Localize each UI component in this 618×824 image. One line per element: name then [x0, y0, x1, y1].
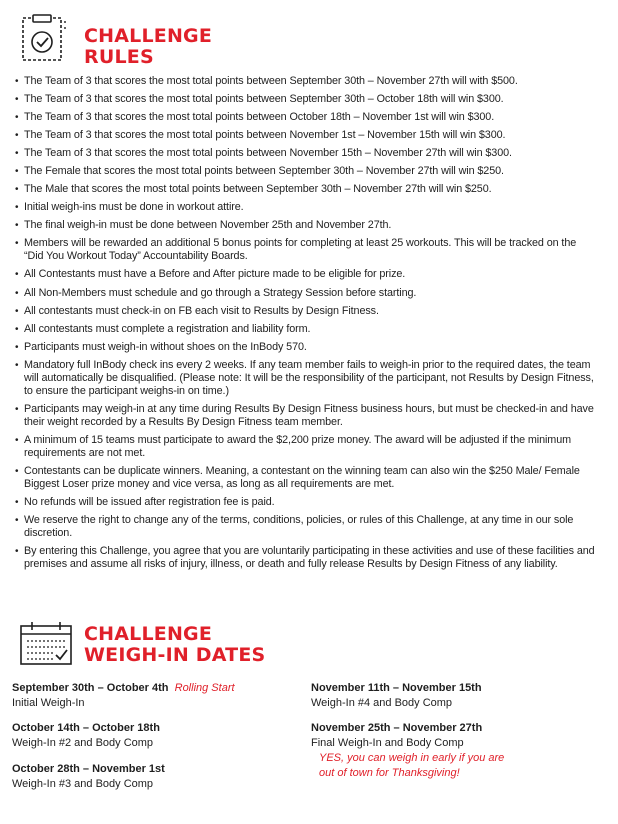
- rule-item: • The Team of 3 that scores the most total points between September 30th – October 18th will win $300.: [12, 93, 596, 106]
- date-range: November 25th – November 27th: [311, 722, 483, 734]
- rules-heading: [84, 26, 212, 68]
- date-range: [12, 681, 235, 696]
- rule-item: • A minimum of 15 teams must participate to award the $2,200 prize money. The award will be adjusted if the minimum requirements are not met.: [12, 434, 596, 460]
- dates-heading-line1: CHALLENGE: [84, 623, 213, 645]
- date-note: [311, 751, 504, 781]
- rule-item: • Participants may weigh-in at any time during Results By Design Fitness business hours, but must be checked-in and have their weight recorded by a Results By Design Fitness team member.: [12, 403, 596, 429]
- date-label: Initial Weigh-In: [12, 697, 85, 709]
- rule-item: • By entering this Challenge, you agree that you are voluntarily participating in these activities and use of these facilities and premises and assume all risks of injury, illness, or death and fully release Results by Design Fitness of any liability.: [12, 545, 596, 571]
- date-range: November 11th – November 15th: [311, 682, 482, 694]
- date-label: Weigh-In #4 and Body Comp: [311, 697, 453, 709]
- weigh-in-date: [311, 681, 482, 711]
- rules-heading-line1: CHALLENGE: [84, 25, 213, 47]
- date-range: October 28th – November 1st: [12, 763, 165, 775]
- rule-item: • All Contestants must have a Before and After picture made to be eligible for prize.: [12, 268, 596, 281]
- date-label: Final Weigh-In and Body Comp: [311, 737, 464, 749]
- date-range-text: September 30th – October 4th: [12, 682, 169, 694]
- rule-item: • The Team of 3 that scores the most total points between October 18th – November 1st will win $300.: [12, 111, 596, 124]
- weigh-in-date: [311, 721, 504, 781]
- dates-heading-line2: WEIGH-IN DATES: [84, 644, 266, 666]
- rule-item: • Participants must weigh-in without shoes on the InBody 570.: [12, 341, 596, 354]
- rule-item: • The Team of 3 that scores the most total points between September 30th – November 27th will with $500.: [12, 75, 596, 88]
- calendar-check-icon: [18, 620, 74, 673]
- rule-item: • The final weigh-in must be done between November 25th and November 27th.: [12, 219, 596, 232]
- date-note-line: out of town for Thanksgiving!: [319, 767, 460, 779]
- rule-item: • Mandatory full InBody check ins every 2 weeks. If any team member fails to weigh-in prior to the required dates, the team will automatically be disqualified. (Please note: It will be the responsibility of the participant, not Results by Design Fitness, to ensure the participant weighs-in on time.): [12, 359, 596, 398]
- weigh-in-date: [12, 762, 165, 792]
- rule-item: • The Female that scores the most total points between September 30th – November 27th will win $250.: [12, 165, 596, 178]
- rule-item: • All Non-Members must schedule and go through a Strategy Session before starting.: [12, 287, 596, 300]
- rule-item: • All contestants must complete a registration and liability form.: [12, 323, 596, 336]
- rules-list: [12, 75, 596, 576]
- rule-item: • We reserve the right to change any of the terms, conditions, policies, or rules of this Challenge, at any time in our sole discretion.: [12, 514, 596, 540]
- date-note: Rolling Start: [174, 682, 235, 694]
- rule-item: • The Team of 3 that scores the most total points between November 15th – November 27th will win $300.: [12, 147, 596, 160]
- rule-item: • No refunds will be issued after registration fee is paid.: [12, 496, 596, 509]
- date-note-line: YES, you can weigh in early if you are: [319, 752, 505, 764]
- rule-item: • The Male that scores the most total points between September 30th – November 27th will win $250.: [12, 183, 596, 196]
- rules-heading-line2: RULES: [84, 46, 154, 68]
- date-label: Weigh-In #2 and Body Comp: [12, 737, 154, 749]
- weigh-in-date: [12, 721, 160, 751]
- rule-item: • Contestants can be duplicate winners. Meaning, a contestant on the winning team can also win the $250 Male/ Female Biggest Loser prize money and vice versa, as long as all requirements are met.: [12, 465, 596, 491]
- date-label: Weigh-In #3 and Body Comp: [12, 778, 154, 790]
- dates-heading: [84, 624, 265, 666]
- clipboard-check-icon: [20, 12, 68, 69]
- rule-item: • The Team of 3 that scores the most total points between November 1st – November 15th will win $300.: [12, 129, 596, 142]
- rule-item: • Members will be rewarded an additional 5 bonus points for completing at least 25 workouts. This will be tracked on the “Did You Workout Today” Accountability Boards.: [12, 237, 596, 263]
- weigh-in-date: [12, 681, 235, 711]
- rule-item: • All contestants must check-in on FB each visit to Results by Design Fitness.: [12, 305, 596, 318]
- rule-item: • Initial weigh-ins must be done in workout attire.: [12, 201, 596, 214]
- date-range: October 14th – October 18th: [12, 722, 160, 734]
